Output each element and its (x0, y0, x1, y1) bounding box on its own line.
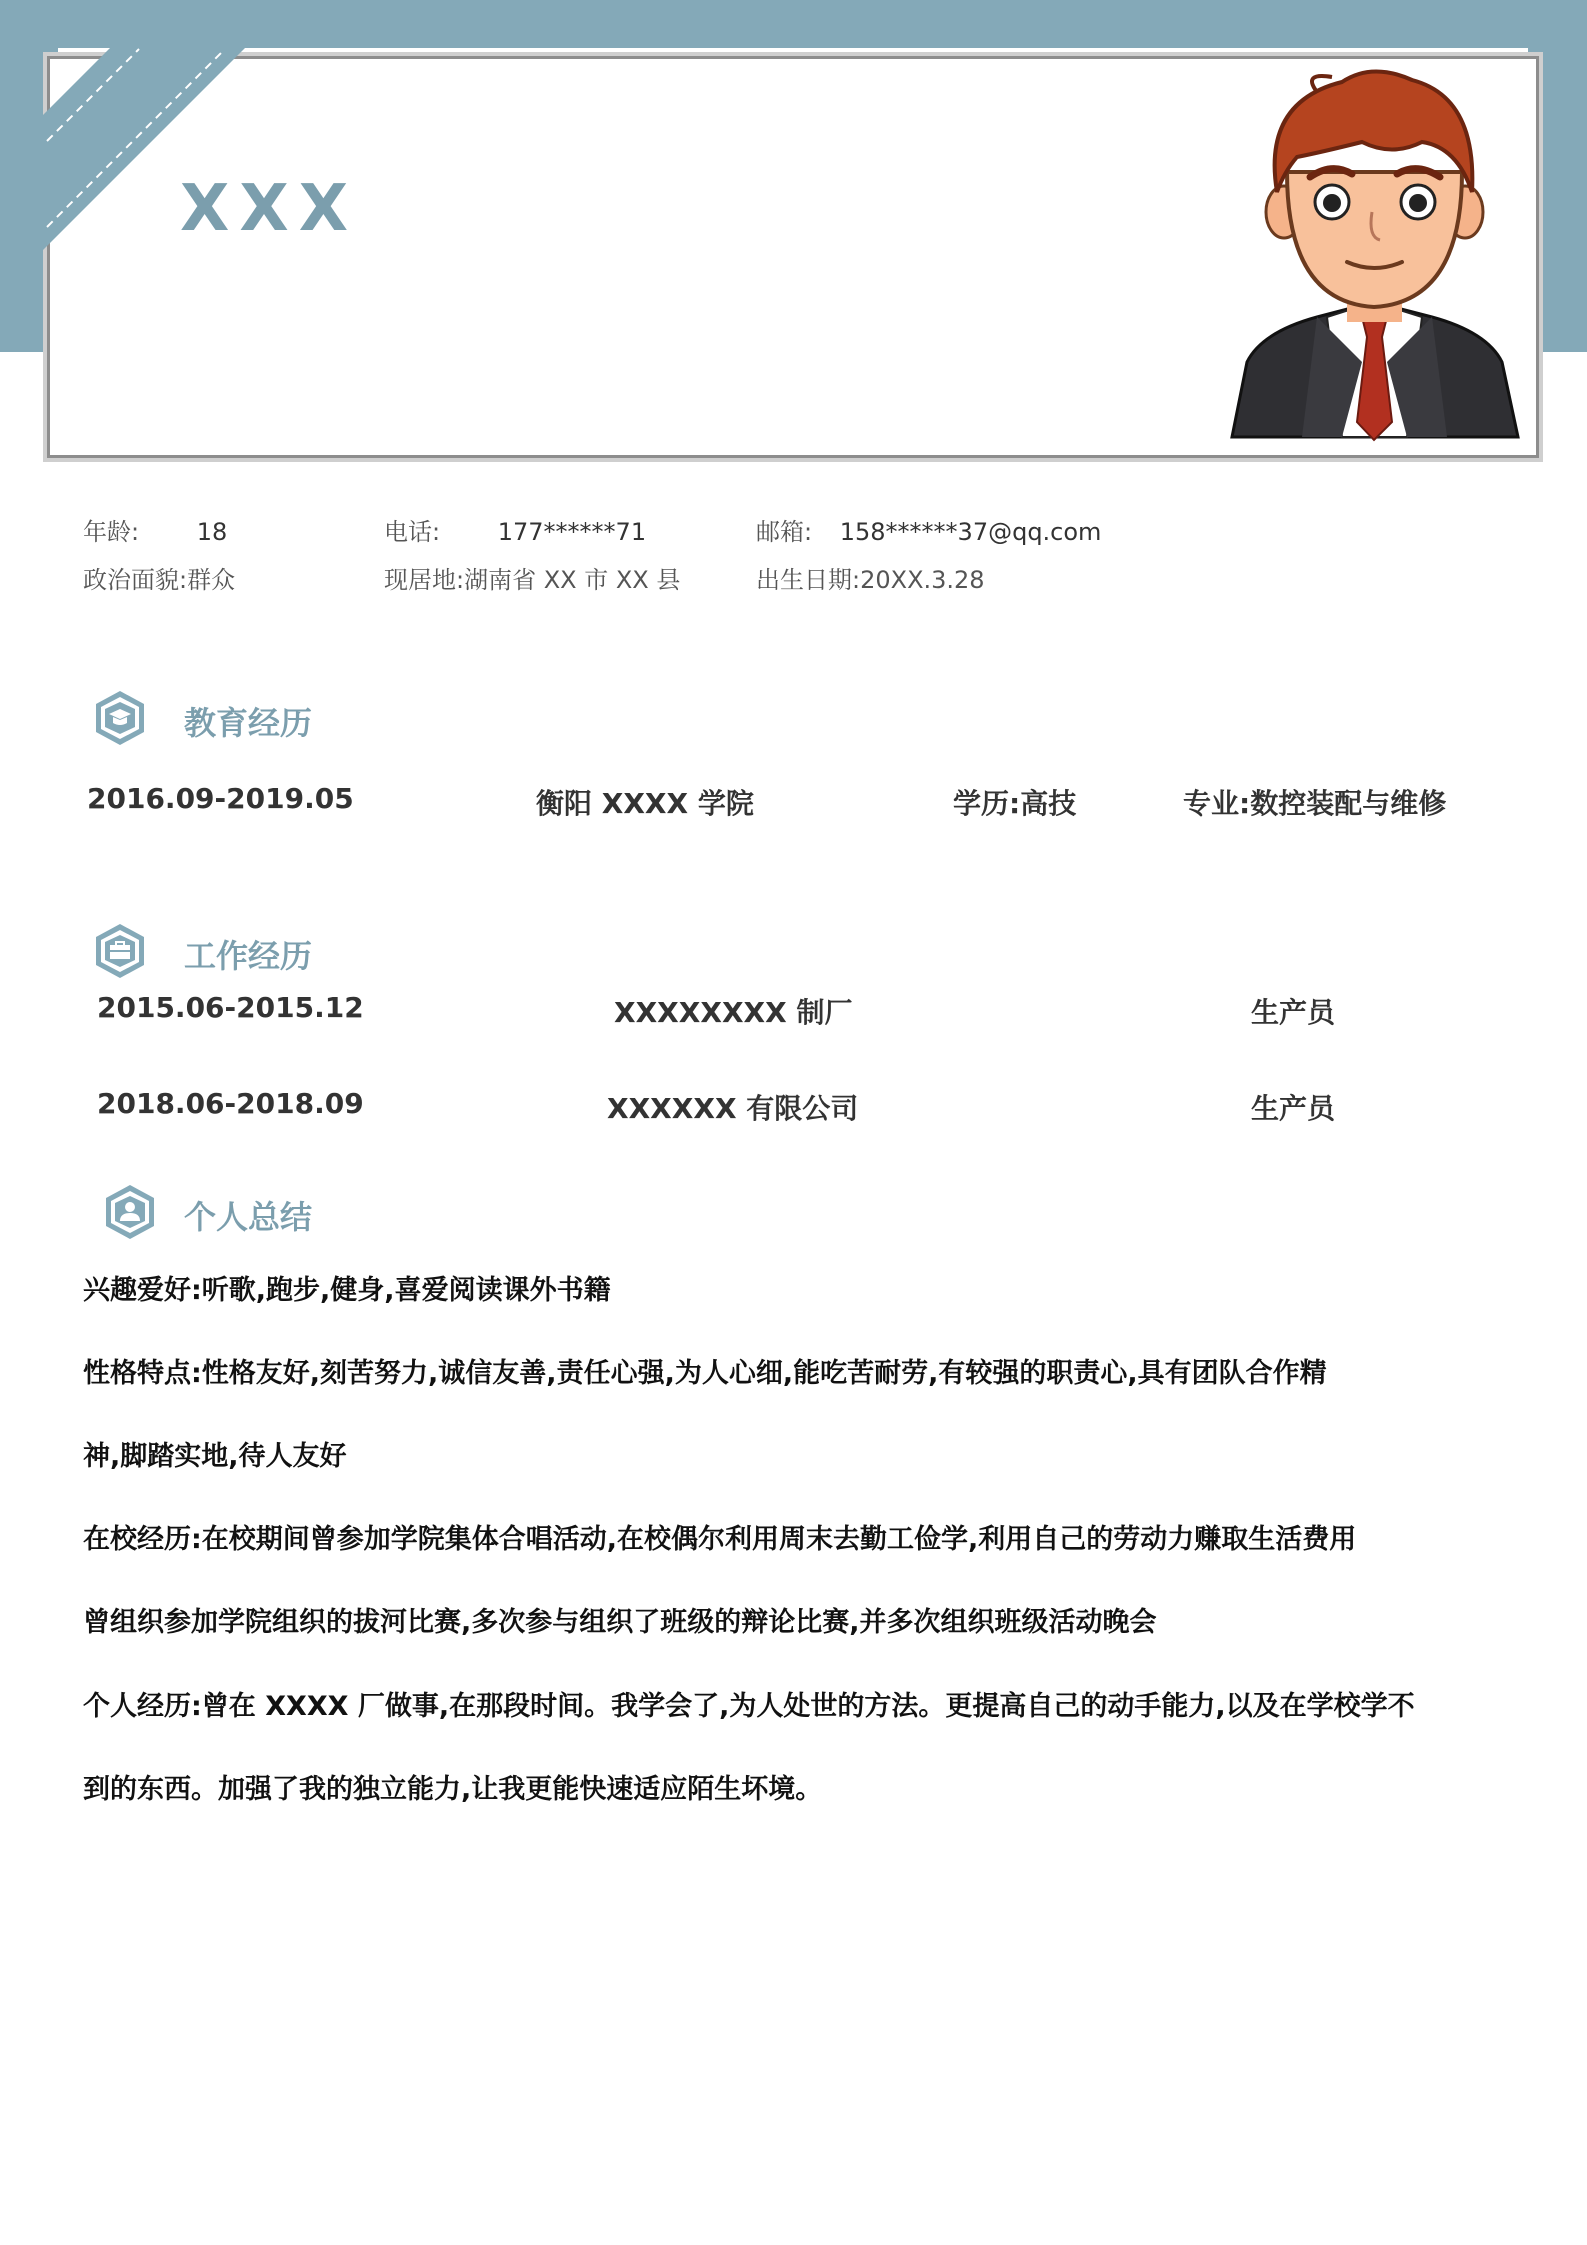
header-band-top (0, 0, 1587, 48)
age-label: 年龄: (83, 518, 140, 546)
email-value: 158******37@qq.com (839, 518, 1102, 546)
political-status: 政治面貌:群众 (83, 566, 236, 594)
person-icon (101, 1183, 159, 1241)
briefcase-icon (91, 922, 149, 980)
summary-line-school-cont: 曾组织参加学院组织的拔河比赛,多次参与组织了班级的辩论比赛,并多次组织班级活动晚会 (83, 1607, 1157, 1638)
work-2-company: XXXXXX 有限公司 (607, 1092, 859, 1125)
phone-field (384, 512, 646, 547)
summary-line-school: 在校经历:在校期间曾参加学院集体合唱活动,在校偶尔利用周末去勤工俭学,利用自己的劳动力赚取生活费用 (83, 1524, 1357, 1555)
candidate-name: XXX (180, 172, 359, 246)
residence: 现居地:湖南省 XX 市 XX 县 (384, 566, 681, 594)
education-school: 衡阳 XXXX 学院 (536, 787, 754, 820)
summary-line-personality-cont: 神,脚踏实地,待人友好 (83, 1441, 347, 1472)
phone-value: 177******71 (497, 518, 647, 546)
work-2-period: 2018.06-2018.09 (97, 1087, 364, 1120)
education-period: 2016.09-2019.05 (87, 782, 354, 815)
summary-section-title: 个人总结 (184, 1198, 313, 1236)
education-major: 专业:数控装配与维修 (1183, 787, 1447, 820)
work-1-company: XXXXXXXX 制厂 (614, 996, 853, 1029)
education-section-title: 教育经历 (184, 704, 313, 742)
email-field (756, 512, 1101, 547)
work-section-title: 工作经历 (184, 937, 313, 975)
work-2-role: 生产员 (1251, 1092, 1336, 1125)
age-field (83, 512, 227, 547)
avatar-illustration (1222, 62, 1527, 442)
work-1-role: 生产员 (1251, 996, 1336, 1029)
email-label: 邮箱: (756, 518, 813, 546)
age-value: 18 (196, 518, 228, 546)
summary-line-hobbies: 兴趣爱好:听歌,跑步,健身,喜爱阅读课外书籍 (83, 1275, 611, 1306)
summary-line-experience-cont: 到的东西。加强了我的独立能力,让我更能快速适应陌生坏境。 (83, 1774, 823, 1805)
phone-label: 电话: (384, 518, 441, 546)
education-degree: 学历:高技 (953, 787, 1077, 820)
birthdate: 出生日期:20XX.3.28 (756, 566, 985, 594)
work-1-period: 2015.06-2015.12 (97, 991, 364, 1024)
summary-line-experience: 个人经历:曾在 XXXX 厂做事,在那段时间。我学会了,为人处世的方法。更提高自己的动手能力,以及在学校学不 (83, 1691, 1415, 1722)
summary-line-personality: 性格特点:性格友好,刻苦努力,诚信友善,责任心强,为人心细,能吃苦耐劳,有较强的职责心,具有团队合作精 (83, 1358, 1327, 1389)
graduation-cap-icon (91, 689, 149, 747)
